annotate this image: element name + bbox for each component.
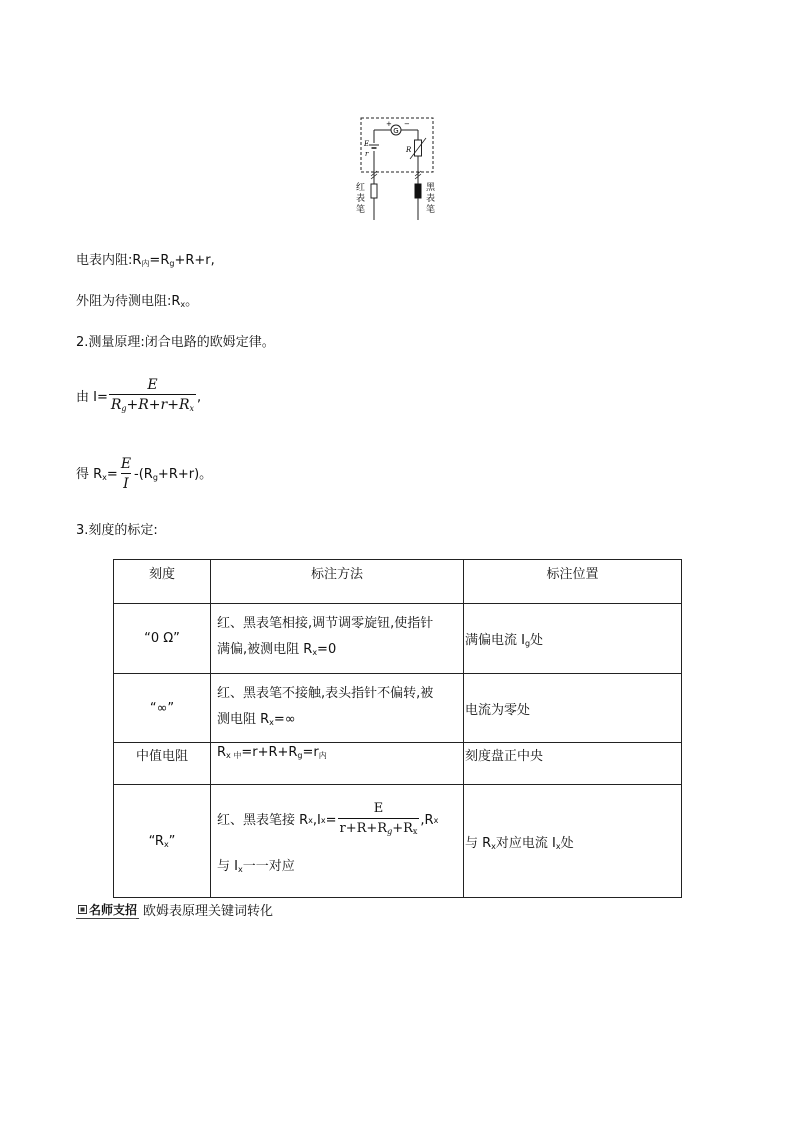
svg-text:黑: 黑 bbox=[426, 183, 436, 193]
svg-text:R: R bbox=[406, 146, 412, 154]
external-resistance-line: 外阻为待测电阻$:R_x$。 bbox=[76, 294, 199, 309]
tip-badge: 名师支招 bbox=[76, 901, 139, 919]
svg-text:E: E bbox=[364, 140, 370, 148]
internal-resistance-line: 电表内阻$:R_内=R_g+R+r$, bbox=[76, 253, 215, 268]
resistance-formula: 得 $R_x=$ $\frac{E}{I}$ $-(R_g+R+r)$。 bbox=[76, 456, 213, 492]
table-header-row bbox=[114, 560, 682, 604]
table-cell: 满偏电流 $I_g$处 bbox=[464, 604, 682, 674]
table-header: 标注位置 bbox=[464, 560, 682, 604]
current-formula: 由 I= $\frac{E}{R_g+R+r+R_x}$ , bbox=[76, 376, 201, 419]
table-header: 标注方法 bbox=[211, 560, 464, 604]
tip-section bbox=[76, 900, 273, 919]
svg-text:表: 表 bbox=[356, 194, 366, 204]
table-cell: $R_{x 中}=r+R+R_g=r_内$ bbox=[211, 743, 464, 785]
table-cell: “0 Ω” bbox=[114, 604, 211, 674]
ohmmeter-circuit-diagram bbox=[352, 112, 444, 222]
svg-text:−: − bbox=[404, 120, 410, 128]
table-cell: 电流为零处 bbox=[464, 674, 682, 743]
table-cell: “$R_x$” bbox=[114, 785, 211, 898]
svg-text:表: 表 bbox=[426, 194, 436, 204]
svg-text:笔: 笔 bbox=[356, 205, 366, 215]
table-header: 刻度 bbox=[114, 560, 211, 604]
svg-text:r: r bbox=[365, 150, 369, 158]
calibration-heading: 3.刻度的标定: bbox=[76, 523, 158, 538]
svg-text:红: 红 bbox=[356, 183, 366, 193]
table-cell: 红、黑表笔接 R x ,I x = $\frac{E}{r+R+R_g+R_x}$ ,R x 与 $I_x$一一对应 bbox=[211, 785, 464, 898]
tip-icon bbox=[78, 905, 87, 914]
svg-text:+: + bbox=[386, 120, 392, 128]
current-fraction: $\frac{E}{R_g+R+r+R_x}$ bbox=[109, 376, 196, 419]
table-row bbox=[114, 785, 682, 898]
table-row bbox=[114, 604, 682, 674]
tip-title: 欧姆表原理关键词转化 bbox=[143, 904, 274, 919]
table-cell: 刻度盘正中央 bbox=[464, 743, 682, 785]
ix-fraction: $\frac{E}{r+R+R_g+R_x}$ bbox=[338, 800, 420, 842]
resistance-fraction: $\frac{E}{I}$ bbox=[120, 456, 132, 492]
red-probe-icon bbox=[371, 184, 377, 198]
table-cell: “∞” bbox=[114, 674, 211, 743]
table-cell: 红、黑表笔不接触,表头指针不偏转,被 测电阻 $R_x=\infty$ bbox=[211, 674, 464, 743]
table-cell: 与 $R_x$对应电流 $I_x$处 bbox=[464, 785, 682, 898]
table-cell: 红、黑表笔相接,调节调零旋钮,使指针 满偏,被测电阻 $R_x=0$ bbox=[211, 604, 464, 674]
table-row bbox=[114, 674, 682, 743]
svg-text:笔: 笔 bbox=[426, 205, 436, 215]
principle-line: 2.测量原理:闭合电路的欧姆定律。 bbox=[76, 335, 275, 350]
table-row bbox=[114, 743, 682, 785]
calibration-table bbox=[113, 559, 682, 898]
table-cell: 中值电阻 bbox=[114, 743, 211, 785]
svg-text:G: G bbox=[393, 127, 399, 135]
black-probe-icon bbox=[415, 184, 421, 198]
